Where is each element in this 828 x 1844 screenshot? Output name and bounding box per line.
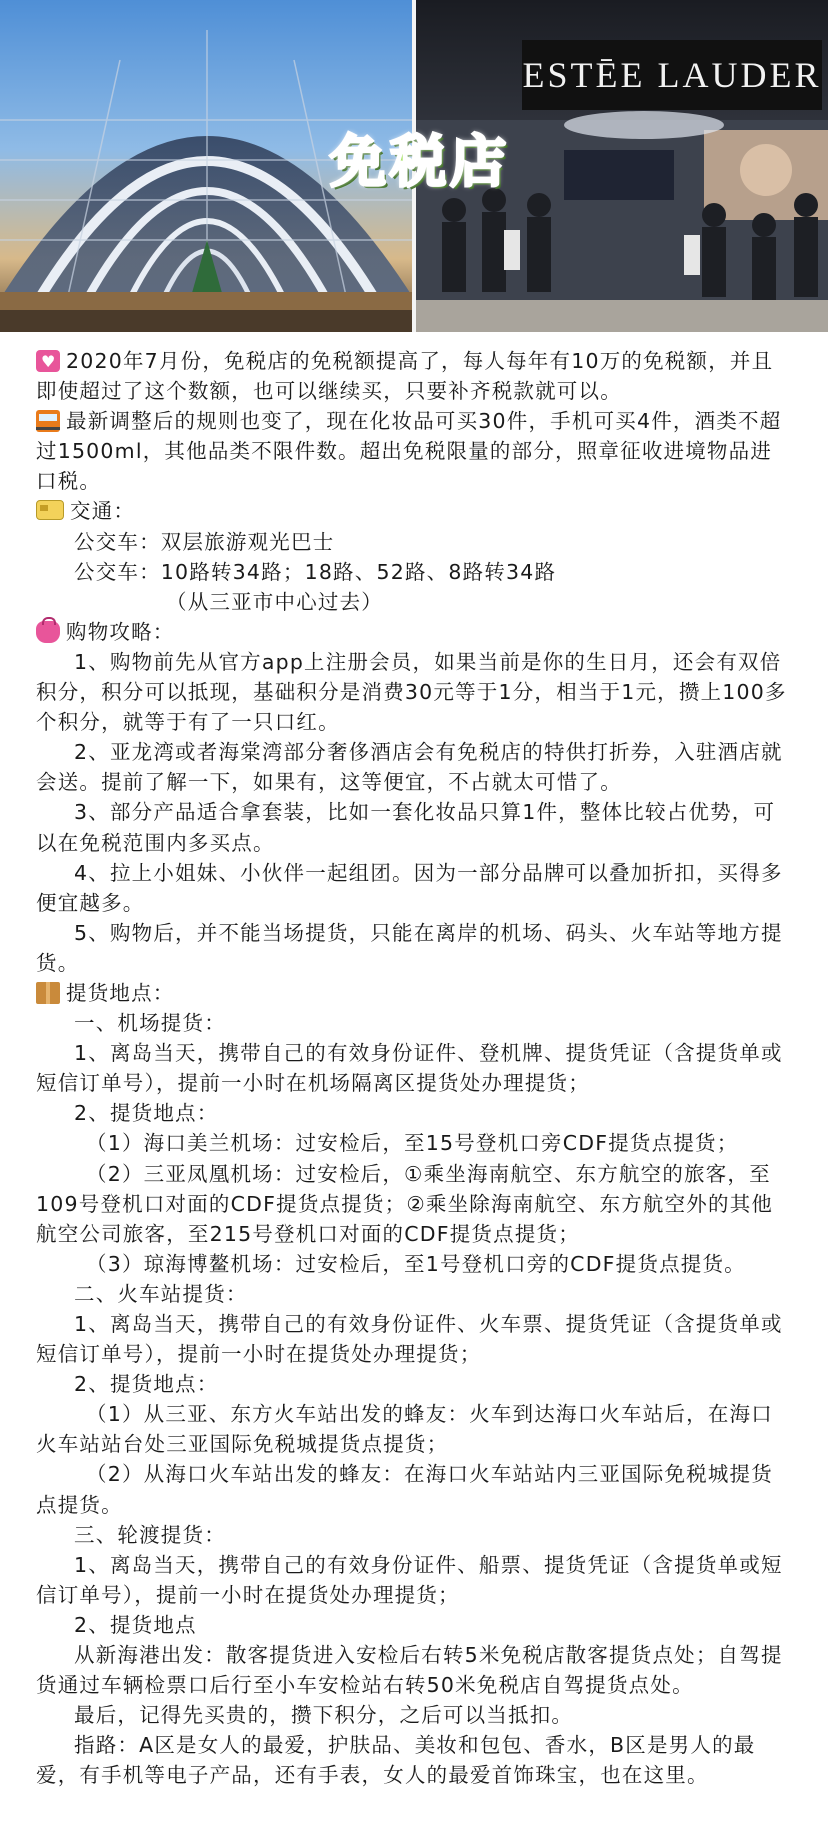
area-guide: 指路：A区是女人的最爱，护肤品、美妆和包包、香水，B区是男人的最爱，有手机等电子产品，还有手表，女人的最爱首饰珠宝，也在这里。 (36, 1733, 756, 1788)
shopping-tip-5: 5、购物后，并不能当场提货，只能在离岸的机场、码头、火车站等地方提货。 (36, 920, 783, 975)
ferry-title: 三、轮渡提货： (74, 1522, 226, 1547)
hero-banner (0, 0, 828, 332)
bus-icon (36, 410, 60, 432)
airport-location-3: （3）琼海博鳌机场：过安检后，至1号登机口旁的CDF提货点提货。 (86, 1251, 746, 1276)
ferry-step-1: 1、离岛当天，携带自己的有效身份证件、船票、提货凭证（含提货单或短信订单号），提前一小时在提货处办理提货； (36, 1552, 783, 1607)
intro-paragraph-1: ♥2020年7月份，免税店的免税额提高了，每人每年有10万的免税额，并且即使超过了这个数额，也可以继续买，只要补齐税款就可以。 (36, 346, 792, 406)
brand-sign: ESTĒE LAUDER (522, 40, 822, 110)
closing-tip: 最后，记得先买贵的，攒下积分，之后可以当抵扣。 (74, 1703, 574, 1728)
transport-heading: 交通： (36, 496, 792, 526)
ticket-card-icon (36, 500, 64, 520)
intro-paragraph-2: 最新调整后的规则也变了，现在化妆品可买30件，手机可买4件，酒类不超过1500ml，其他品类不限件数。超出免税限量的部分，照章征收进境物品进口税。 (36, 409, 782, 494)
train-step-2: 2、提货地点： (74, 1372, 219, 1397)
hero-title: 免税店 (330, 130, 510, 195)
shopping-tip-2: 2、亚龙湾或者海棠湾部分奢侈酒店会有免税店的特供打折券，入驻酒店就会送。提前了解一下，如果有，这等便宜，不占就太可惜了。 (36, 740, 783, 795)
heart-icon (36, 350, 60, 372)
shopping-heading: 购物攻略： (36, 617, 792, 647)
train-location-2: （2）从海口火车站出发的蜂友：在海口火车站站内三亚国际免税城提货点提货。 (36, 1462, 773, 1517)
transport-line-1: 公交车：双层旅游观光巴士 (74, 529, 335, 554)
shopping-tip-3: 3、部分产品适合拿套装，比如一套化妆品只算1件，整体比较占优势，可以在免税范围内多买点。 (36, 800, 776, 855)
airport-location-2: （2）三亚凤凰机场：过安检后，①乘坐海南航空、东方航空的旅客，至109号登机口对面的CDF提货点提货；②乘坐除海南航空、东方航空外的其他航空公司旅客，至215号登机口对面的CDF提货点提货； (36, 1161, 774, 1246)
pickup-heading: 提货地点： (36, 978, 792, 1008)
purse-icon (36, 621, 60, 643)
airport-location-1: （1）海口美兰机场：过安检后，至15号登机口旁CDF提货点提货； (86, 1131, 739, 1156)
shopping-tip-4: 4、拉上小姐妹、小伙伴一起组团。因为一部分品牌可以叠加折扣，买得多便宜越多。 (36, 860, 783, 915)
airport-step-1: 1、离岛当天，携带自己的有效身份证件、登机牌、提货凭证（含提货单或短信订单号），提前一小时在机场隔离区提货处办理提货； (36, 1041, 783, 1096)
shopping-tip-1: 1、购物前先从官方app上注册会员，如果当前是你的生日月，还会有双倍积分，积分可以抵现，基础积分是消费30元等于1分，相当于1元，攒上100多个积分，就等于有了一只口红。 (36, 649, 787, 735)
ferry-detail: 从新海港出发：散客提货进入安检后右转5米免税店散客提货点处；自驾提货通过车辆检票口后行至小车安检站右转50米免税店自驾提货点处。 (36, 1643, 783, 1698)
transport-line-2: 公交车：10路转34路；18路、52路、8路转34路 (74, 559, 557, 584)
train-step-1: 1、离岛当天，携带自己的有效身份证件、火车票、提货凭证（含提货单或短信订单号），提前一小时在提货处办理提货； (36, 1312, 783, 1367)
article-body (0, 332, 828, 1844)
train-location-1: （1）从三亚、东方火车站出发的蜂友：火车到达海口火车站后，在海口火车站站台处三亚国际免税城提货点提货； (36, 1402, 773, 1457)
train-title: 二、火车站提货： (74, 1281, 248, 1306)
transport-note: （从三亚市中心过去） (166, 589, 383, 614)
airport-step-2: 2、提货地点： (74, 1101, 219, 1126)
package-box-icon (36, 982, 60, 1004)
airport-title: 一、机场提货： (74, 1011, 226, 1036)
ferry-step-2: 2、提货地点 (74, 1612, 197, 1637)
